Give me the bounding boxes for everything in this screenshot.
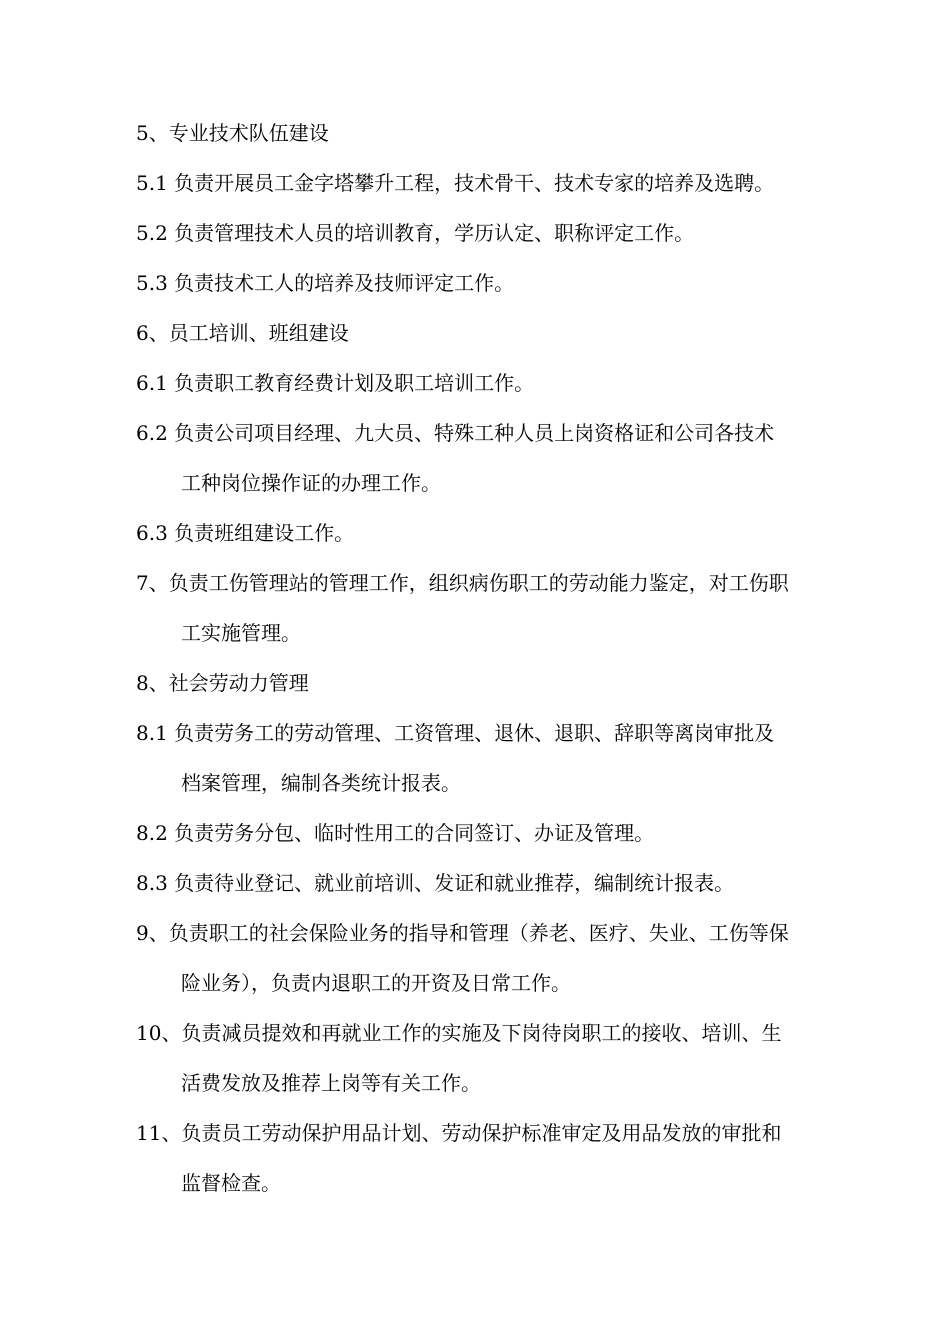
list-item-8-1-continuation: 档案管理，编制各类统计报表。	[181, 771, 461, 795]
list-item-11: 11、负责员工劳动保护用品计划、劳动保护标准审定及用品发放的审批和	[136, 1121, 782, 1145]
list-item-10: 10、负责减员提效和再就业工作的实施及下岗待岗职工的接收、培训、生	[136, 1021, 782, 1045]
list-item-8-3: 8.3 负责待业登记、就业前培训、发证和就业推荐，编制统计报表。	[136, 871, 735, 895]
list-item-8-2: 8.2 负责劳务分包、临时性用工的合同签订、办证及管理。	[136, 821, 655, 845]
section-heading-6: 6、员工培训、班组建设	[136, 321, 349, 345]
list-item-11-continuation: 监督检查。	[181, 1171, 281, 1195]
list-item-9: 9、负责职工的社会保险业务的指导和管理（养老、医疗、失业、工伤等保	[136, 921, 789, 945]
list-item-5-2: 5.2 负责管理技术人员的培训教育，学历认定、职称评定工作。	[136, 221, 695, 245]
list-item-10-continuation: 活费发放及推荐上岗等有关工作。	[181, 1071, 481, 1095]
list-item-6-3: 6.3 负责班组建设工作。	[136, 521, 355, 545]
section-heading-5: 5、专业技术队伍建设	[136, 121, 329, 145]
list-item-5-3: 5.3 负责技术工人的培养及技师评定工作。	[136, 271, 515, 295]
list-item-9-continuation: 险业务），负责内退职工的开资及日常工作。	[181, 971, 571, 995]
list-item-7-continuation: 工实施管理。	[181, 621, 301, 645]
list-item-7: 7、负责工伤管理站的管理工作，组织病伤职工的劳动能力鉴定，对工伤职	[136, 571, 789, 595]
list-item-8-1: 8.1 负责劳务工的劳动管理、工资管理、退休、退职、辞职等离岗审批及	[136, 721, 775, 745]
list-item-6-2-continuation: 工种岗位操作证的办理工作。	[181, 471, 441, 495]
list-item-5-1: 5.1 负责开展员工金字塔攀升工程，技术骨干、技术专家的培养及选聘。	[136, 171, 775, 195]
section-heading-8: 8、社会劳动力管理	[136, 671, 309, 695]
list-item-6-2: 6.2 负责公司项目经理、九大员、特殊工种人员上岗资格证和公司各技术	[136, 421, 775, 445]
list-item-6-1: 6.1 负责职工教育经费计划及职工培训工作。	[136, 371, 535, 395]
